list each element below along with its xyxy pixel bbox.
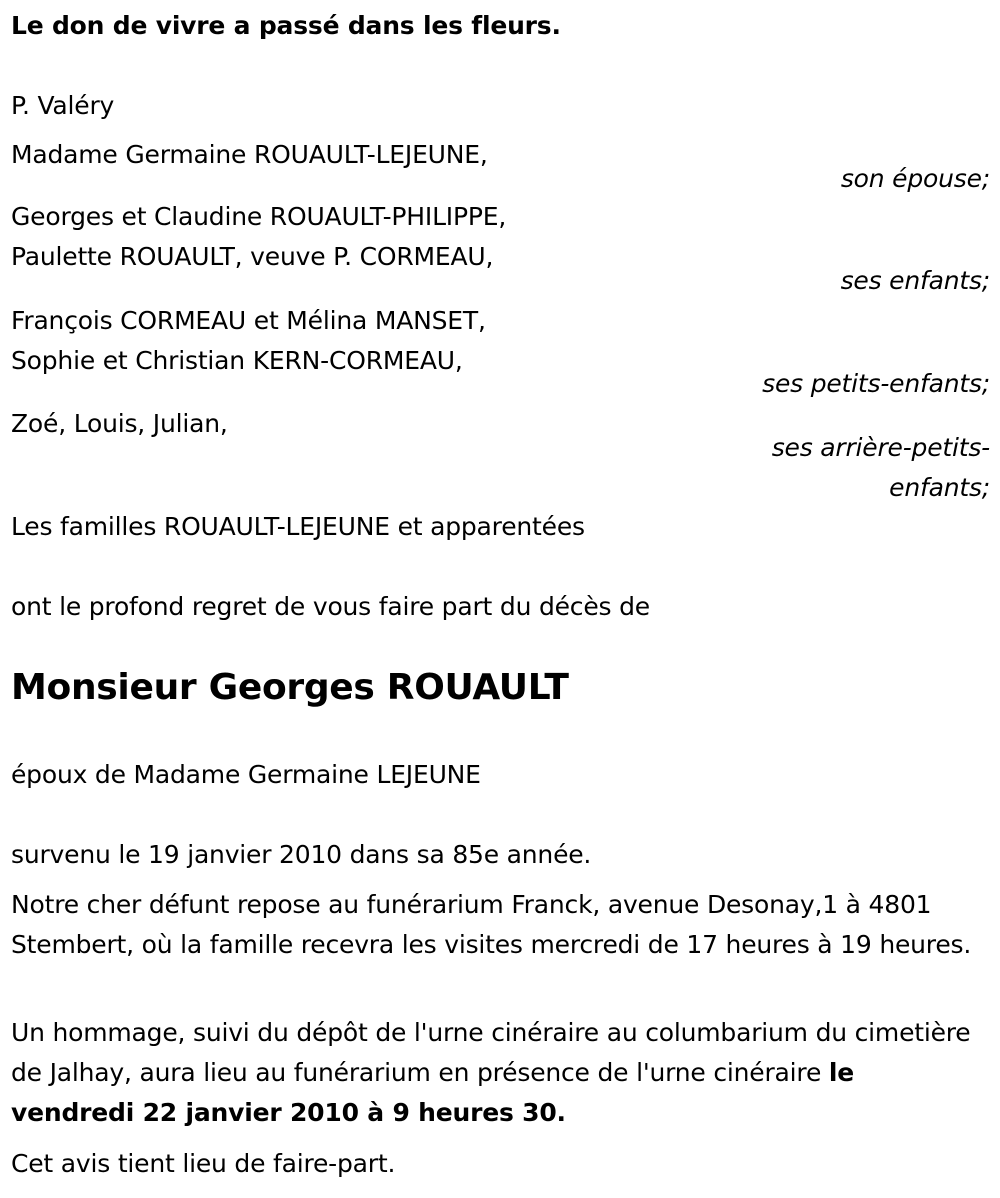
- relation-grandchildren: ses petits-enfants;: [762, 369, 990, 398]
- families-line: Les familles ROUAULT-LEJEUNE et apparentées: [11, 512, 585, 541]
- quote-author: P. Valéry: [11, 91, 115, 120]
- death-line: survenu le 19 janvier 2010 dans sa 85e année.: [11, 840, 592, 869]
- ceremony-date: le vendredi 22 janvier 2010 à 9 heures 30.: [11, 1058, 855, 1127]
- closing-note: Cet avis tient lieu de faire-part.: [11, 1149, 396, 1178]
- spouse-line: époux de Madame Germaine LEJEUNE: [11, 760, 481, 789]
- family-member-spouse: Madame Germaine ROUAULT-LEJEUNE,: [11, 140, 488, 169]
- announcement: ont le profond regret de vous faire part du décès de: [11, 592, 650, 621]
- relation-great-grandchildren: ses arrière-petits-: [771, 433, 990, 462]
- family-member-child: Paulette ROUAULT, veuve P. CORMEAU,: [11, 242, 494, 271]
- deceased-name: Monsieur Georges ROUAULT: [11, 667, 569, 708]
- quote: Le don de vivre a passé dans les fleurs.: [11, 11, 561, 40]
- family-member-grandchild: François CORMEAU et Mélina MANSET,: [11, 306, 486, 335]
- relation-children: ses enfants;: [840, 266, 990, 295]
- relation-great-grandchildren: enfants;: [889, 473, 990, 502]
- family-member-child: Georges et Claudine ROUAULT-PHILIPPE,: [11, 202, 507, 231]
- ceremony-text: Un hommage, suivi du dépôt de l'urne cinéraire au columbarium du cimetière de Jalhay, aura lieu au funérarium en présence de l'urne cinéraire: [11, 1018, 971, 1087]
- ceremony-info: [11, 1013, 981, 1133]
- visitation-info: Notre cher défunt repose au funérarium Franck, avenue Desonay,1 à 4801 Stembert, où la famille recevra les visites mercredi de 17 heures à 19 heures.: [11, 890, 972, 959]
- relation-spouse: son épouse;: [840, 164, 990, 193]
- family-member-great-grandchildren: Zoé, Louis, Julian,: [11, 409, 228, 438]
- family-member-grandchild: Sophie et Christian KERN-CORMEAU,: [11, 346, 463, 375]
